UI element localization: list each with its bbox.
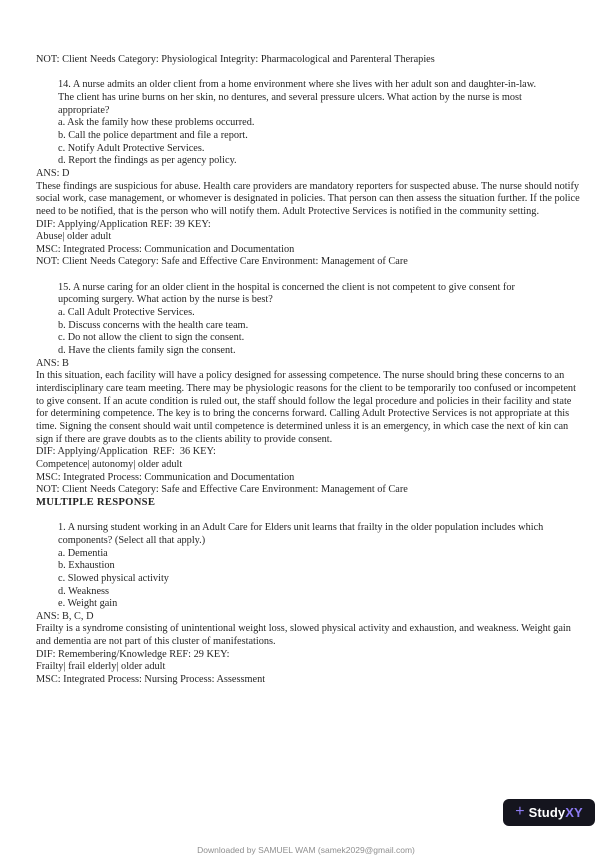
- client-needs-note: NOT: Client Needs Category: Physiological Integrity: Pharmacological and Parenteral Therapies: [36, 54, 435, 65]
- answer-line: ANS: B, C, D: [36, 610, 94, 622]
- msc-line: MSC: Integrated Process: Communication and Documentation: [36, 243, 295, 255]
- msc-line: MSC: Integrated Process: Nursing Process: Assessment: [36, 674, 266, 686]
- question-text: 15. A nurse caring for an older client in the hospital is concerned the client is not competent to give consent for upcoming surgery. What action by the nurse is best?: [58, 281, 515, 306]
- brand-primary: Study: [528, 805, 566, 820]
- dif-line: DIF: Remembering/Knowledge REF: 29 KEY:: [36, 648, 230, 660]
- not-line: NOT: Client Needs Category: Safe and Effective Care Environment: Management of Care: [36, 256, 408, 268]
- question-block-14: [58, 79, 582, 168]
- question-option-b: b. Call the police department and file a report.: [58, 129, 248, 141]
- footer-note: Downloaded by SAMUEL WAM (samek2029@gmail.com): [197, 845, 415, 855]
- rationale-text: In this situation, each facility will have a policy designed for assessing competence. The nurse should bring these concerns to an interdisciplinary care team meeting. There may be physiologic reasons for the client to be temporarily too confused or incompetent to give consent. If an acute condition is ruled out, the staff should follow the legal procedure and policies in their facility and state for determining competence. The key is to bring the concerns forward. Calling Adult Protective Services is not appropriate at this time. Signing the consent should wait until competence is determined unless it is an emergency, in which case the next of kin can sign if there are grave doubts as to the clients ability to provide consent.: [36, 370, 576, 445]
- question-text: 1. A nursing student working in an Adult Care for Elders unit learns that frailty in the older population includes which components? (Select all that apply.): [58, 522, 544, 546]
- dif-line: DIF: Applying/Application REF: 36 KEY:: [36, 446, 216, 458]
- document-page: [36, 54, 582, 687]
- studyxy-brand: [529, 805, 583, 820]
- key-line: Frailty| frail elderly| older adult: [36, 661, 166, 673]
- question-option-a: a. Ask the family how these problems occurred.: [58, 117, 255, 129]
- question-block-1: [58, 522, 582, 611]
- question-option-e: e. Weight gain: [58, 598, 118, 610]
- answer-line: ANS: D: [36, 167, 70, 179]
- question-option-c: c. Slowed physical activity: [58, 572, 169, 584]
- question-option-d: d. Have the clients family sign the consent.: [58, 345, 236, 357]
- question-block-15: [58, 282, 582, 358]
- not-line: NOT: Client Needs Category: Safe and Effective Care Environment: Management of Care: [36, 484, 408, 496]
- rationale-text: These findings are suspicious for abuse. Health care providers are mandatory reporters for suspected abuse. The nurse should notify social work, case management, or whomever is designated in policies. That person can then assess the situation further. If the police need to be notified, that is the person who will notify them. Adult Protective Services is notified in the community setting.: [36, 180, 580, 217]
- question-option-c: c. Do not allow the client to sign the consent.: [58, 332, 245, 344]
- plus-icon: +: [515, 803, 525, 820]
- answer-line: ANS: B: [36, 357, 69, 369]
- section-heading-multiple-response: MULTIPLE RESPONSE: [36, 496, 156, 508]
- question-option-a: a. Dementia: [58, 547, 108, 559]
- question-option-d: d. Report the findings as per agency policy.: [58, 155, 237, 167]
- rationale-text: Frailty is a syndrome consisting of unintentional weight loss, slowed physical activity and exhaustion, and weakness. Weight gain and dementia are not part of this cluster of manifestations.: [36, 623, 571, 648]
- question-option-a: a. Call Adult Protective Services.: [58, 307, 195, 319]
- question-option-c: c. Notify Adult Protective Services.: [58, 142, 205, 154]
- key-line: Competence| autonomy| older adult: [36, 458, 183, 470]
- question-option-d: d. Weakness: [58, 585, 110, 597]
- dif-line: DIF: Applying/Application REF: 39 KEY:: [36, 218, 211, 230]
- question-text: 14. A nurse admits an older client from a home environment where she lives with her adult son and daughter-in-law. The client has urine burns on her skin, no dentures, and several pressure ulcers. What action by the nurse is most appropriate?: [58, 79, 537, 116]
- msc-line: MSC: Integrated Process: Communication and Documentation: [36, 471, 295, 483]
- question-option-b: b. Discuss concerns with the health care team.: [58, 319, 249, 331]
- brand-accent: XY: [565, 805, 583, 820]
- question-option-b: b. Exhaustion: [58, 560, 115, 572]
- studyxy-badge: [503, 799, 595, 826]
- key-line: Abuse| older adult: [36, 231, 112, 243]
